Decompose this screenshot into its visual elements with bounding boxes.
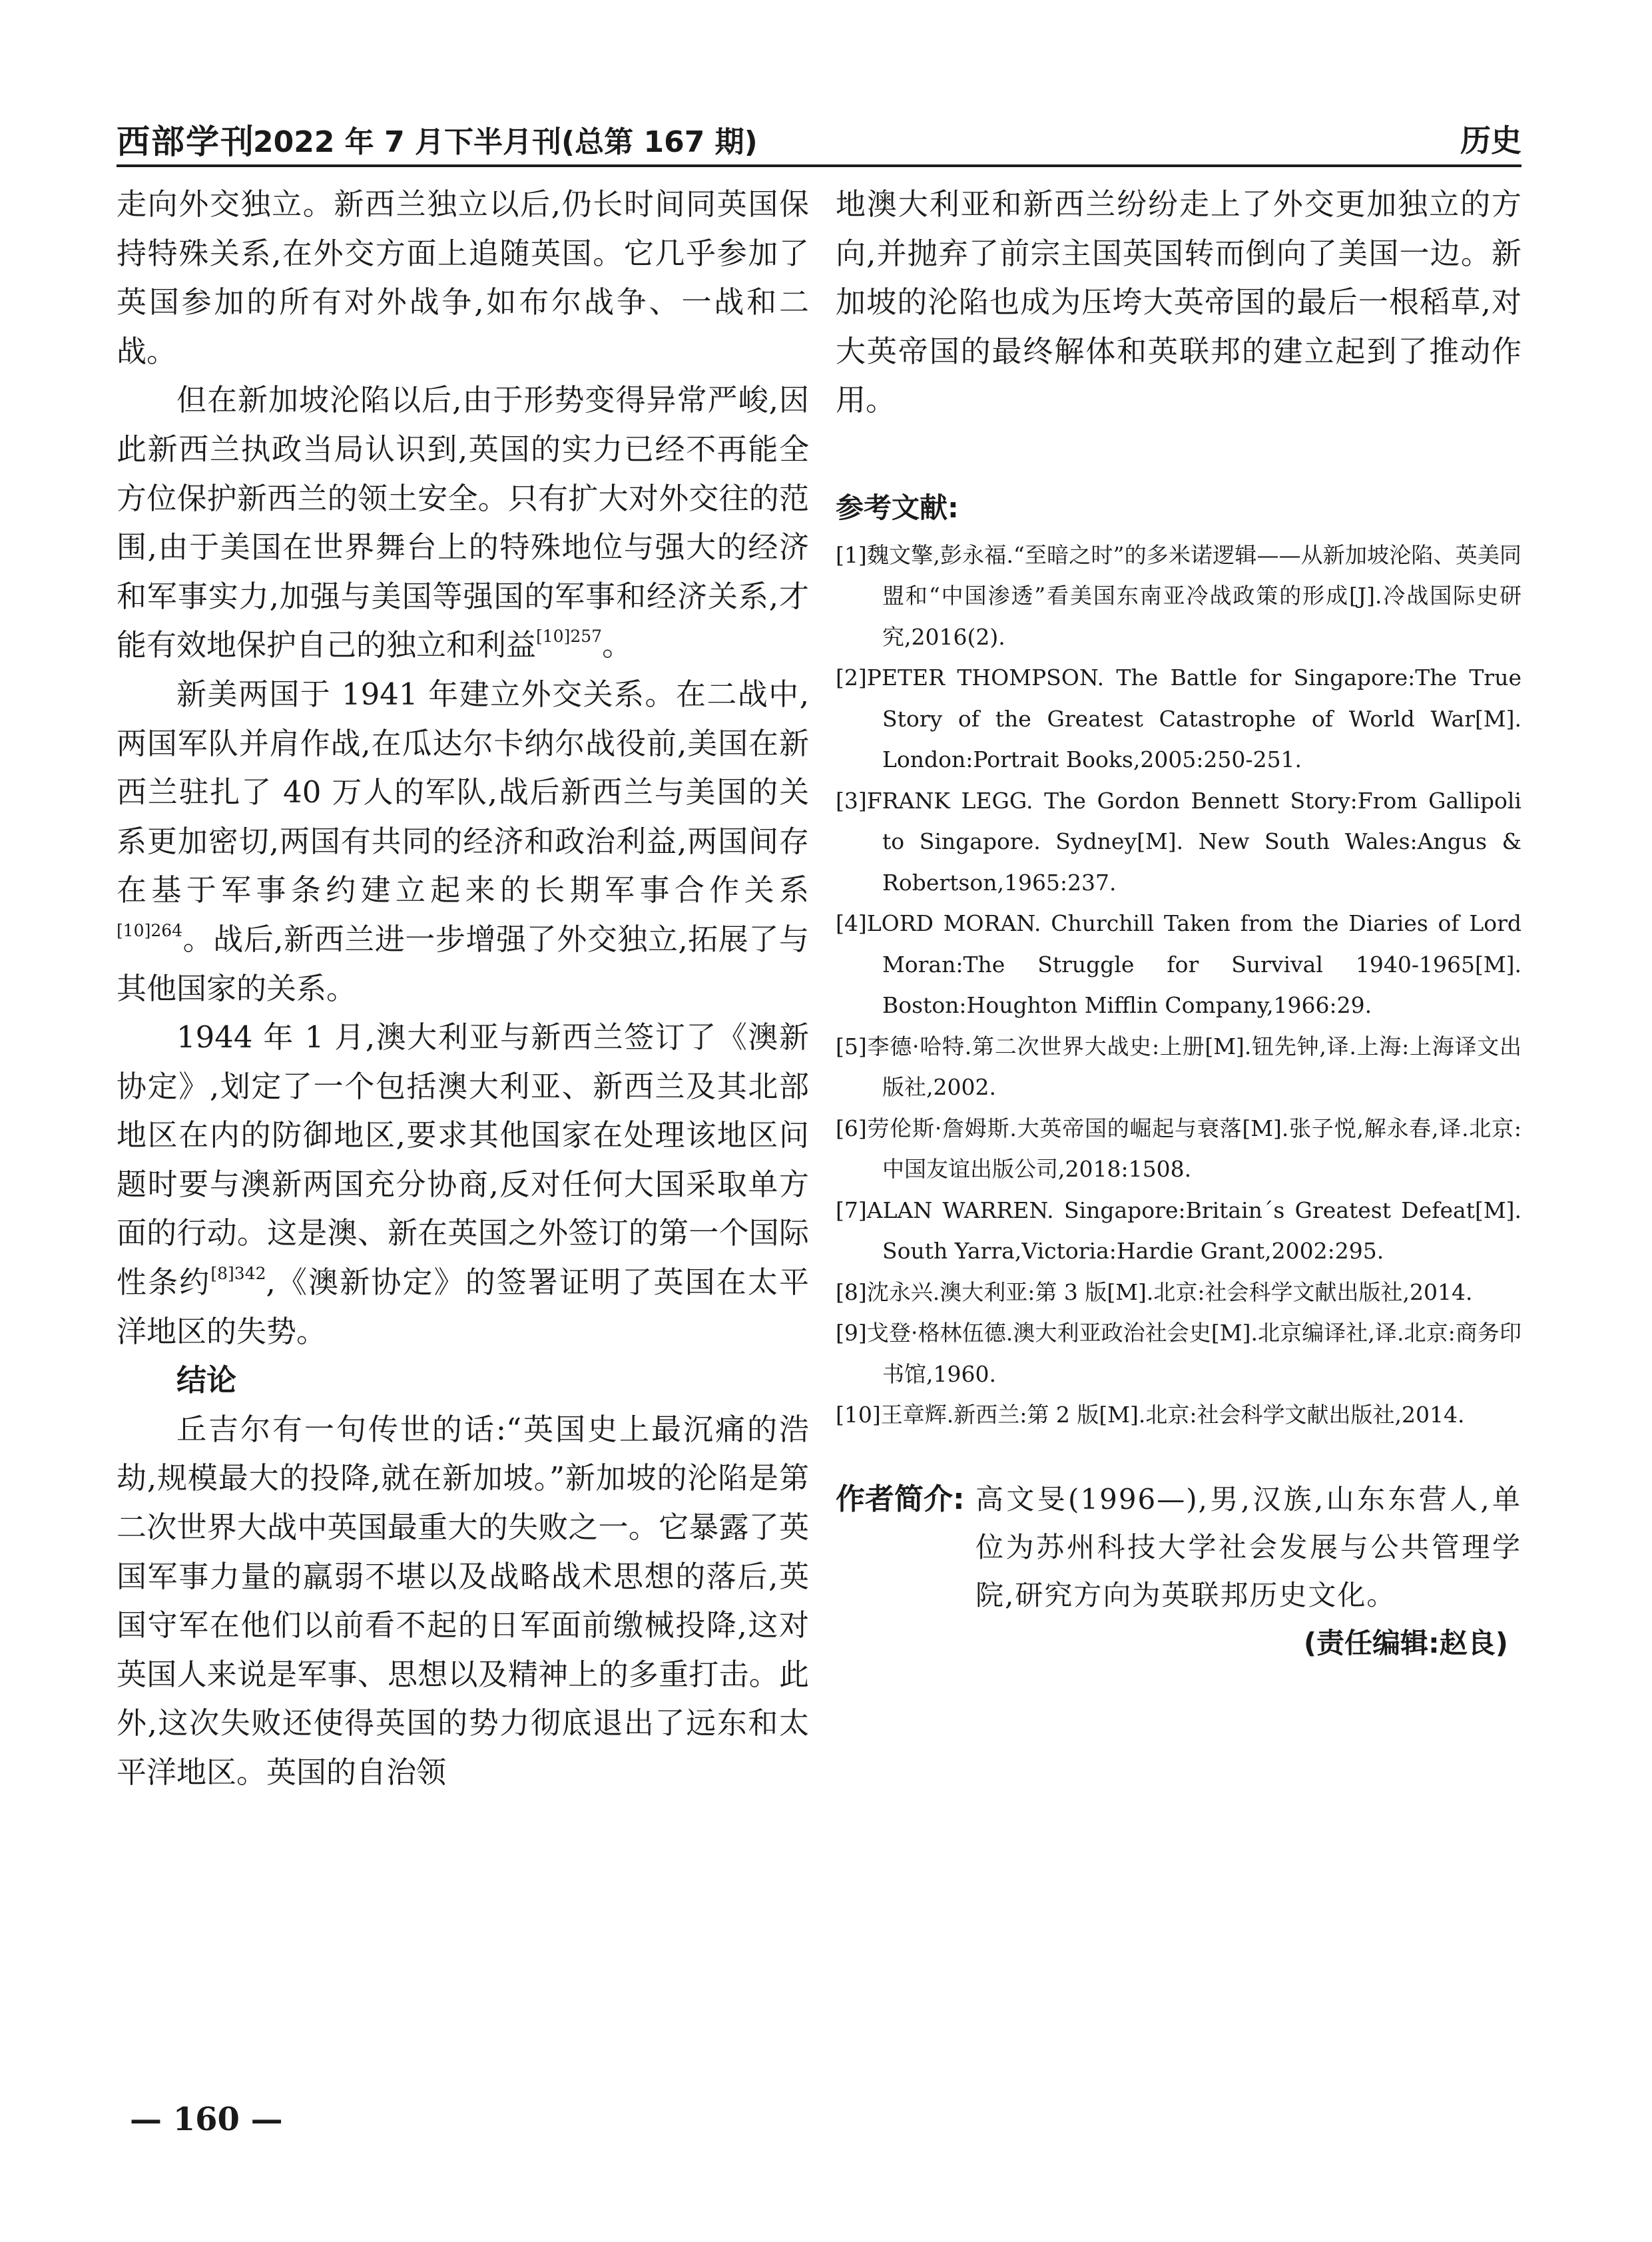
references-heading: 参考文献: [836,491,959,524]
reference-item: [2]PETER THOMPSON. The Battle for Singapore:The True Story of the Greatest Catastrophe of World War[M]. London:Portrait Books,2005:250-251. [836,665,1521,773]
paragraph [117,670,809,1013]
responsible-editor: (责任编辑:赵良) [1303,1626,1508,1659]
author-bio [836,1476,1521,1619]
reference-item: [1]魏文擎,彭永福.“至暗之时”的多米诺逻辑——从新加坡沦陷、英美同盟和“中国渗透”看美国东南亚冷战政策的形成[J].冷战国际史研究,2016(2). [836,541,1521,650]
paragraph: 地澳大利亚和新西兰纷纷走上了外交更加独立的方向,并抛弃了前宗主国英国转而倒向了美国一边。新加坡的沦陷也成为压垮大英帝国的最后一根稻草,对大英帝国的最终解体和英联邦的建立起到了推动作用。 [836,186,1521,418]
paragraph-text: 但在新加坡沦陷以后,由于形势变得异常严峻,因此新西兰执政当局认识到,英国的实力已经不再能全方位保护新西兰的领土安全。只有扩大对外交往的范围,由于美国在世界舞台上的特殊地位与强大的经济和军事实力,加强与美国等强国的军事和经济关系,才能有效地保护自己的独立和利益 [117,382,809,663]
paragraph-text: 新美两国于 1941 年建立外交关系。在二战中,两国军队并肩作战,在瓜达尔卡纳尔战役前,美国在新西兰驻扎了 40 万人的军队,战后新西兰与美国的关系更加密切,两国有共同的经济和政治利益,两国间存在基于军事条约建立起来的长期军事合作关系 [117,676,809,908]
paragraph [117,376,809,670]
paragraph [117,1013,809,1356]
reference-item: [8]沈永兴.澳大利亚:第 3 版[M].北京:社会科学文献出版社,2014. [836,1278,1473,1305]
reference-item: [7]ALAN WARREN. Singapore:Britain´s Greatest Defeat[M]. South Yarra,Victoria:Hardie Grant,2002:295. [836,1197,1521,1264]
page-number: — 160 — [130,2101,283,2138]
paragraph-text: ,《澳新协定》的签署证明了英国在太平洋地区的失势。 [117,1264,809,1349]
issue-info: 2022 年 7 月下半月刊(总第 167 期) [253,125,758,159]
paragraph: 丘吉尔有一句传世的话:“英国史上最沉痛的浩劫,规模最大的投降,就在新加坡。”新加坡的沦陷是第二次世界大战中英国最重大的失败之一。它暴露了英国军事力量的羸弱不堪以及战略战术思想的落后,英国守军在他们以前看不起的日军面前缴械投降,这对英国人来说是军事、思想以及精神上的多重打击。此外,这次失败还使得英国的势力彻底退出了远东和太平洋地区。英国的自治领 [117,1411,809,1790]
author-bio-text: 高文旻(1996—),男,汉族,山东东营人,单位为苏州科技大学社会发展与公共管理学院,研究方向为英联邦历史文化。 [975,1482,1521,1611]
reference-item: [6]劳伦斯·詹姆斯.大英帝国的崛起与衰落[M].张子悦,解永春,译.北京:中国友谊出版公司,2018:1508. [836,1115,1521,1183]
paragraph: 走向外交独立。新西兰独立以后,仍长时间同英国保持特殊关系,在外交方面上追随英国。它几乎参加了英国参加的所有对外战争,如布尔战争、一战和二战。 [117,186,809,369]
running-header [117,110,1521,163]
reference-item: [9]戈登·格林伍德.澳大利亚政治社会史[M].北京编译社,译.北京:商务印书馆,1960. [836,1320,1521,1387]
paragraph-text: 。战后,新西兰进一步增强了外交独立,拓展了与其他国家的关系。 [117,921,809,1006]
reference-list [836,535,1521,1436]
reference-item: [3]FRANK LEGG. The Gordon Bennett Story:From Gallipoli to Singapore. Sydney[M]. New South Wales:Angus & Robertson,1965:237. [836,787,1521,896]
left-column [117,180,809,1797]
paragraph-text: 。 [602,627,633,663]
paragraph-text: 1944 年 1 月,澳大利亚与新西兰签订了《澳新协定》,划定了一个包括澳大利亚、新西兰及其北部地区在内的防御地区,要求其他国家在处理该地区问题时要与澳新两国充分协商,反对任何大国采取单方面的行动。这是澳、新在英国之外签订的第一个国际性条约 [117,1019,809,1300]
reference-item: [10]王章辉.新西兰:第 2 版[M].北京:社会科学文献出版社,2014. [836,1402,1465,1428]
header-rule [117,164,1521,167]
reference-item: [5]李德·哈特.第二次世界大战史:上册[M].钮先钟,译.上海:上海译文出版社,2002. [836,1033,1521,1101]
citation: [10]257 [536,627,603,647]
section-heading: 结论 [176,1362,237,1398]
right-column [836,180,1521,1667]
journal-name: 西部学刊 [117,122,255,161]
citation: [10]264 [117,920,183,940]
citation: [8]342 [210,1264,266,1284]
section-label: 历史 [1460,123,1521,158]
author-bio-label: 作者简介: [836,1482,965,1516]
reference-item: [4]LORD MORAN. Churchill Taken from the Diaries of Lord Moran:The Struggle for Survival 1940-1965[M]. Boston:Houghton Mifflin Company,1966:29. [836,910,1521,1019]
